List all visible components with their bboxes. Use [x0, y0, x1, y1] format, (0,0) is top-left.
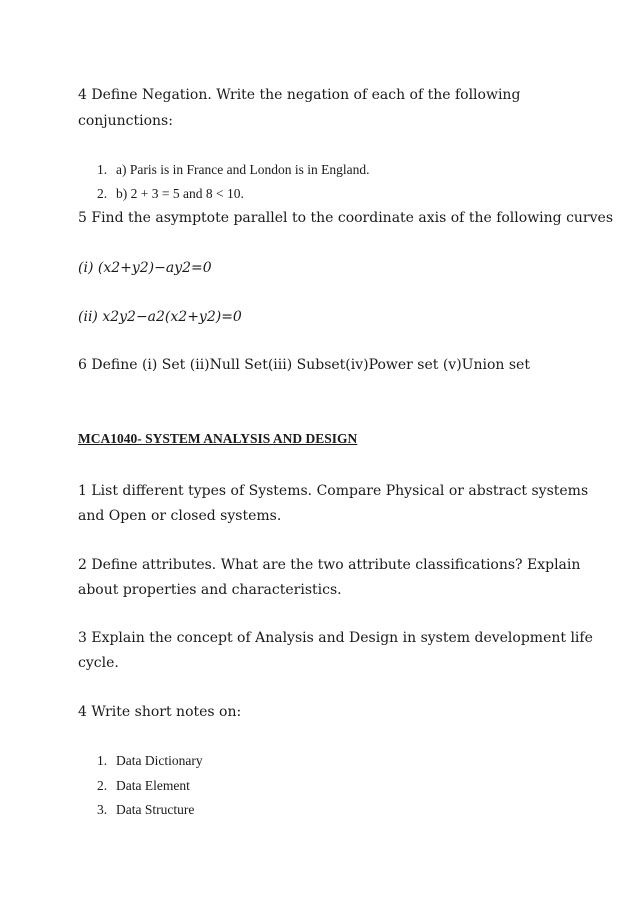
sad-q3-line1: 3 Explain the concept of Analysis and Design in system development life: [78, 630, 593, 646]
sad-q3-line2: cycle.: [78, 655, 119, 671]
section-heading: MCA1040- SYSTEM ANALYSIS AND DESIGN: [78, 431, 358, 446]
list-number: 2.: [97, 186, 108, 201]
q5-equation-ii: (ii) 𝑥2𝑦2−𝑎2(𝑥2+𝑦2)=0: [78, 309, 242, 325]
q4-text-line2: conjunctions:: [78, 113, 173, 129]
list-text: Data Dictionary: [116, 753, 203, 768]
sad-q2-line1: 2 Define attributes. What are the two attribute classifications? Explain: [78, 557, 581, 573]
list-number: 1.: [97, 753, 108, 768]
sad-q1-line1: 1 List different types of Systems. Compare Physical or abstract systems: [78, 483, 589, 499]
q5-equation-i: (i) (𝑥2+𝑦2)−𝑎𝑦2=0: [78, 260, 212, 276]
list-number: 1.: [97, 162, 108, 177]
list-text: b) 2 + 3 = 5 and 8 < 10.: [116, 186, 244, 201]
q5-text: 5 Find the asymptote parallel to the coordinate axis of the following curves: [78, 210, 614, 226]
sad-q2-line2: about properties and characteristics.: [78, 582, 342, 598]
q4-text-line1: 4 Define Negation. Write the negation of each of the following: [78, 87, 521, 103]
list-text: Data Element: [116, 778, 190, 793]
list-text: Data Structure: [116, 802, 195, 817]
sad-q4-text: 4 Write short notes on:: [78, 704, 242, 720]
sad-q1-line2: and Open or closed systems.: [78, 508, 282, 524]
list-number: 3.: [97, 802, 108, 817]
list-number: 2.: [97, 778, 108, 793]
q6-text: 6 Define (i) Set (ii)Null Set(iii) Subset(iv)Power set (v)Union set: [78, 357, 530, 373]
list-text: a) Paris is in France and London is in England.: [116, 162, 370, 177]
